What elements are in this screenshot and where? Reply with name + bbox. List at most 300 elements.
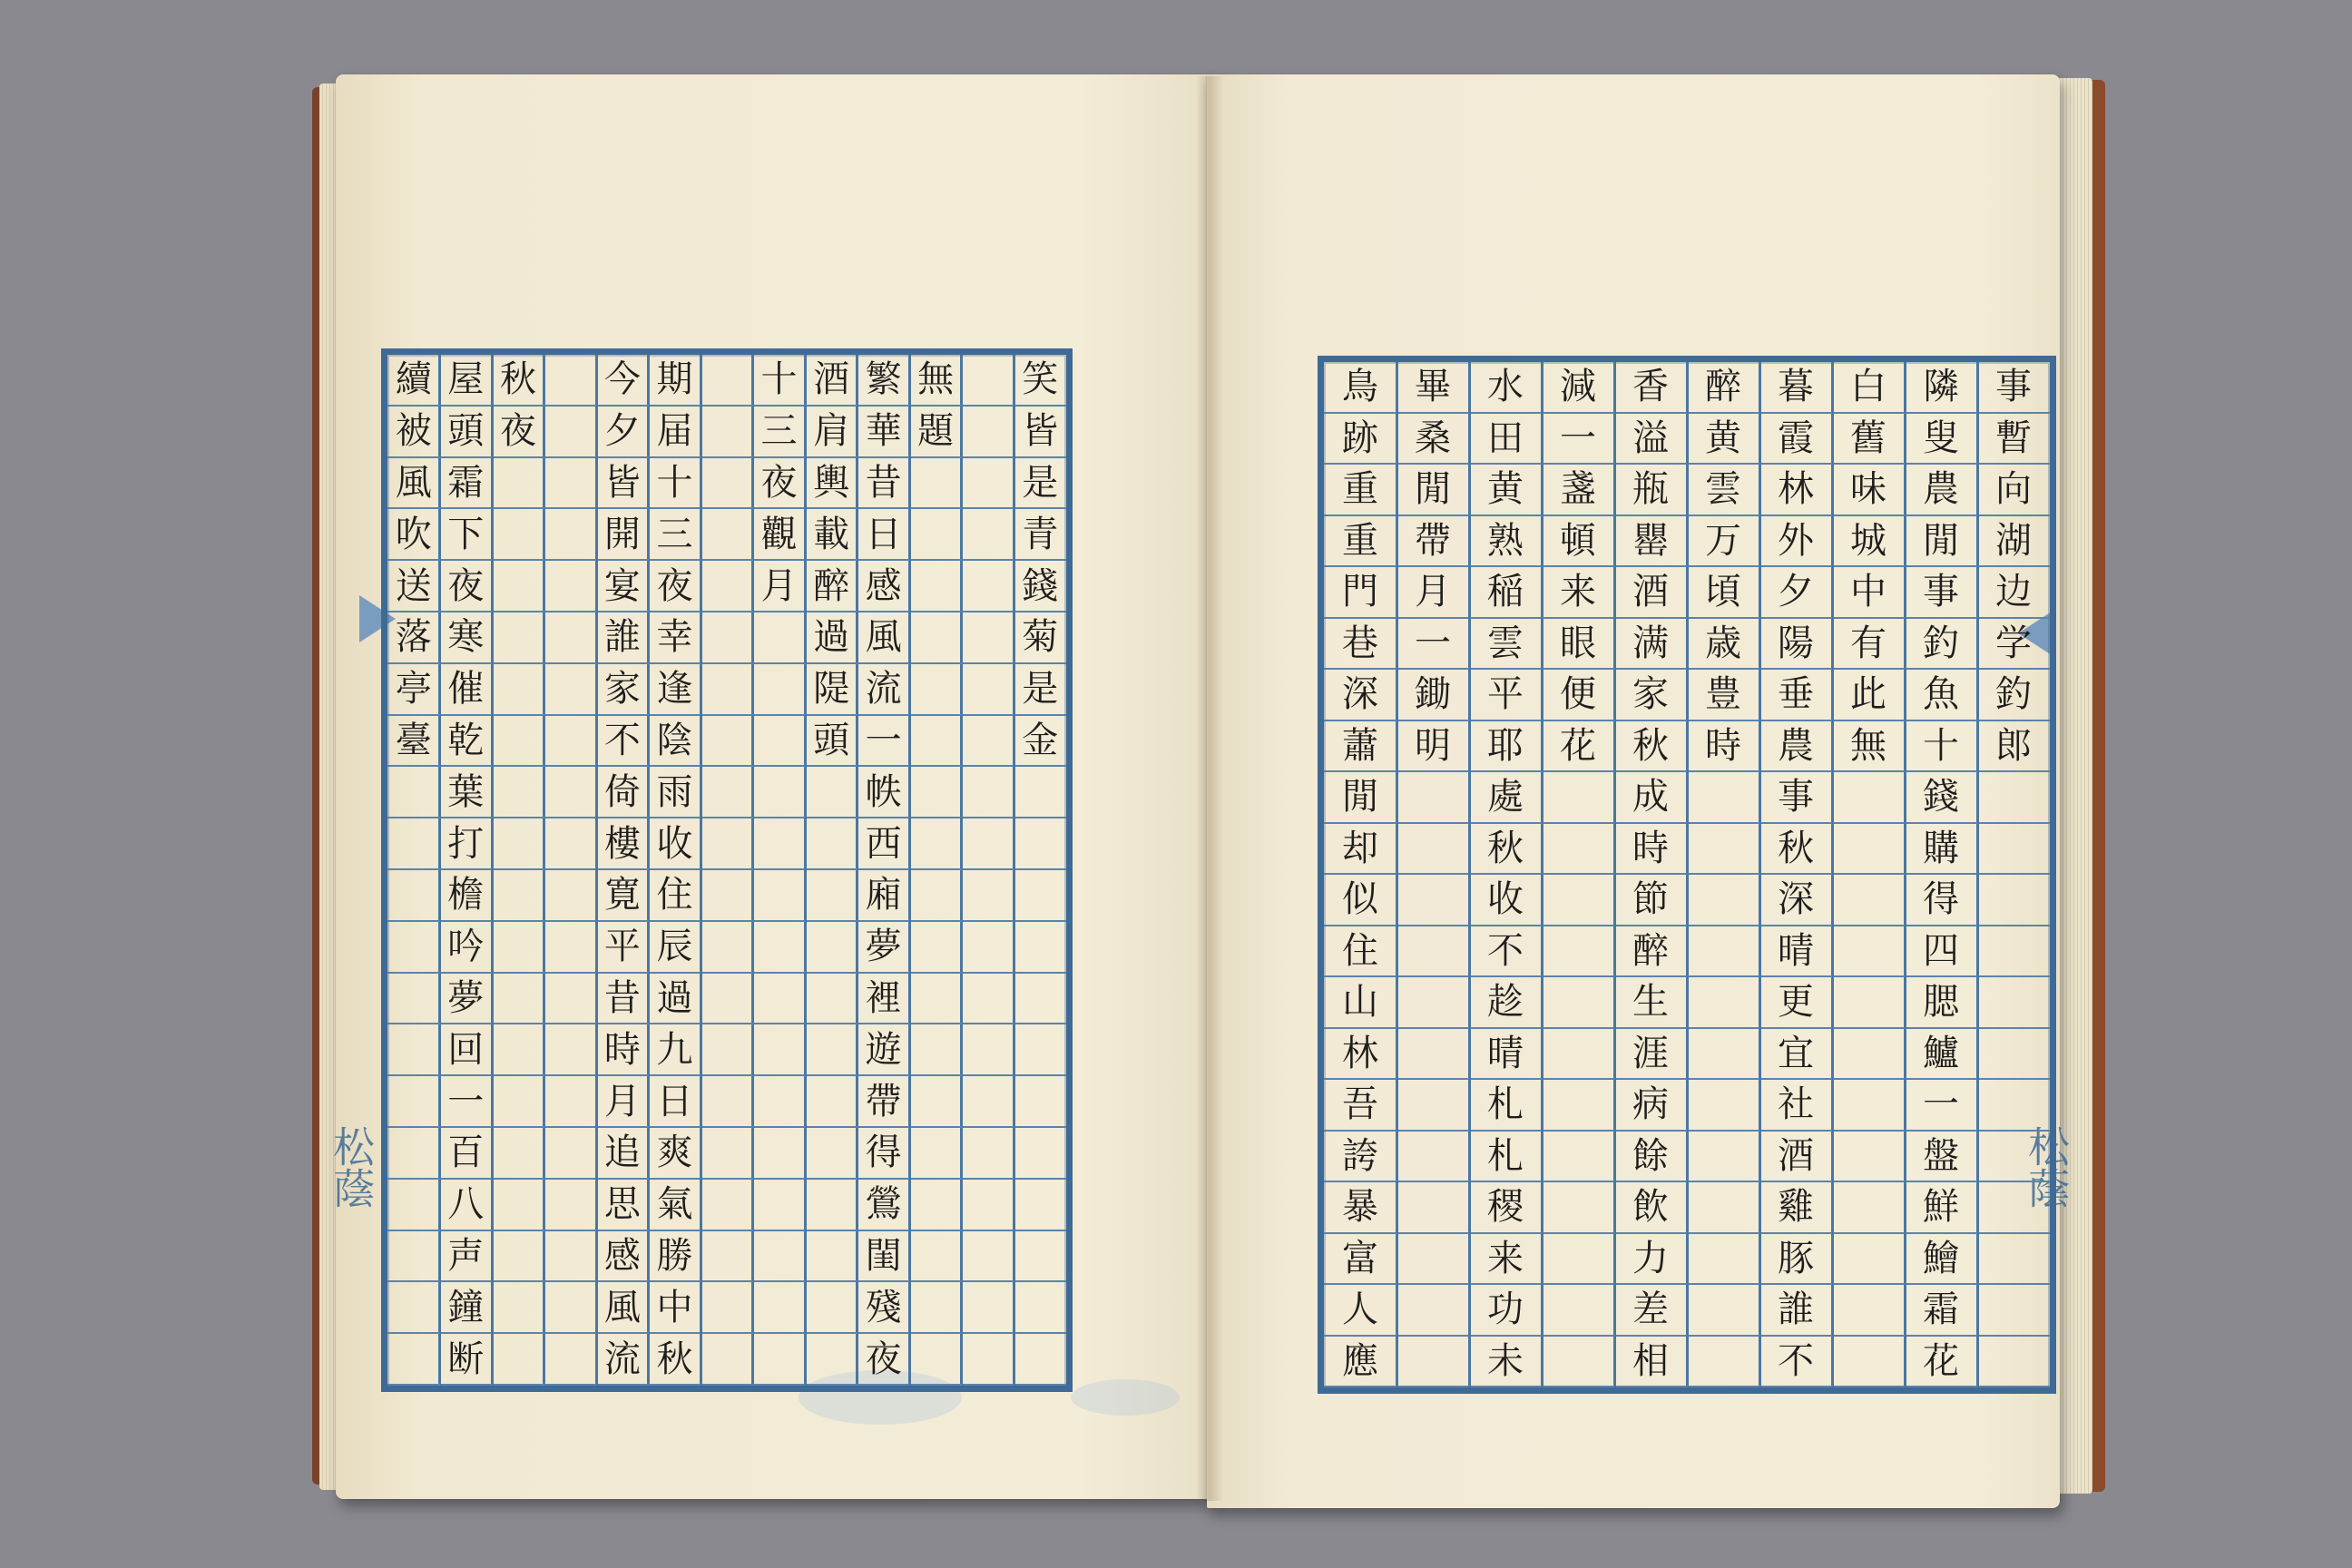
text-cell	[544, 1180, 597, 1231]
text-cell	[962, 1231, 1014, 1283]
text-cell: 功	[1469, 1285, 1542, 1337]
text-cell: 似	[1324, 875, 1396, 926]
text-cell	[962, 1076, 1014, 1128]
text-cell: 鋤	[1396, 670, 1469, 721]
text-cell: 社	[1759, 1080, 1832, 1132]
text-cell	[962, 407, 1014, 458]
text-cell: 一	[440, 1076, 493, 1128]
text-cell: 生	[1614, 977, 1687, 1029]
text-cell	[753, 767, 806, 818]
text-cell	[701, 1128, 753, 1180]
text-cell: 無	[909, 355, 962, 407]
text-cell	[387, 1024, 440, 1076]
text-cell: 瓶	[1614, 465, 1687, 516]
text-cell: 宴	[596, 561, 649, 612]
text-cell: 一	[1396, 619, 1469, 671]
text-cell	[1396, 1029, 1469, 1081]
text-cell	[387, 1231, 440, 1283]
text-cell	[962, 1334, 1014, 1386]
text-cell: 差	[1614, 1285, 1687, 1337]
text-cell: 輿	[805, 458, 858, 510]
text-column	[1977, 362, 2050, 1387]
text-cell	[805, 922, 858, 974]
text-cell	[962, 509, 1014, 561]
text-cell	[805, 1128, 858, 1180]
text-cell: 亭	[387, 664, 440, 716]
text-cell	[1542, 1132, 1614, 1183]
text-cell	[805, 1334, 858, 1386]
text-cell	[1832, 926, 1905, 978]
text-cell	[492, 767, 544, 818]
text-cell: 誇	[1324, 1132, 1396, 1183]
text-cell: 届	[649, 407, 701, 458]
text-cell: 湖	[1977, 516, 2050, 568]
text-column	[649, 355, 701, 1386]
text-cell: 帙	[858, 767, 910, 818]
text-cell	[962, 561, 1014, 612]
text-cell	[1977, 1182, 2050, 1234]
text-cell	[1014, 1334, 1066, 1386]
text-cell	[1542, 772, 1614, 824]
text-cell	[701, 612, 753, 664]
text-cell: 皆	[1014, 407, 1066, 458]
text-cell	[1014, 1076, 1066, 1128]
text-cell	[753, 1180, 806, 1231]
text-cell: 雲	[1469, 619, 1542, 671]
text-cell: 林	[1759, 465, 1832, 516]
text-cell: 打	[440, 818, 493, 870]
text-cell: 時	[1687, 721, 1759, 773]
text-column	[701, 355, 753, 1386]
text-cell	[962, 922, 1014, 974]
text-cell: 田	[1469, 414, 1542, 466]
text-cell	[1396, 926, 1469, 978]
text-cell: 昔	[596, 974, 649, 1025]
text-cell: 頭	[805, 716, 858, 768]
text-cell: 向	[1977, 465, 2050, 516]
text-cell: 催	[440, 664, 493, 716]
text-cell	[805, 1282, 858, 1334]
text-cell	[701, 1231, 753, 1283]
text-cell	[1977, 1132, 2050, 1183]
text-cell	[492, 612, 544, 664]
text-cell: 醉	[1614, 926, 1687, 978]
text-cell: 事	[1759, 772, 1832, 824]
text-cell	[805, 1231, 858, 1283]
text-cell	[544, 716, 597, 768]
text-cell: 逢	[649, 664, 701, 716]
text-cell: 農	[1759, 721, 1832, 773]
text-cell: 人	[1324, 1285, 1396, 1337]
text-cell: 陽	[1759, 619, 1832, 671]
text-cell: 過	[805, 612, 858, 664]
text-cell	[805, 818, 858, 870]
text-cell: 暴	[1324, 1182, 1396, 1234]
text-cell	[387, 1282, 440, 1334]
text-cell: 声	[440, 1231, 493, 1283]
text-cell: 菊	[1014, 612, 1066, 664]
text-column	[1687, 362, 1759, 1387]
text-cell	[492, 1024, 544, 1076]
text-cell	[962, 1282, 1014, 1334]
text-cell	[909, 664, 962, 716]
text-cell	[1542, 926, 1614, 978]
text-cell: 開	[596, 509, 649, 561]
text-cell: 氣	[649, 1180, 701, 1231]
text-cell: 續	[387, 355, 440, 407]
text-cell	[1396, 824, 1469, 876]
text-column	[1324, 362, 1396, 1387]
text-cell	[1542, 1029, 1614, 1081]
text-cell	[701, 664, 753, 716]
text-cell: 收	[649, 818, 701, 870]
text-cell: 錢	[1014, 561, 1066, 612]
text-cell	[909, 509, 962, 561]
text-cell	[909, 974, 962, 1025]
text-cell: 稲	[1469, 567, 1542, 619]
text-cell	[1832, 1285, 1905, 1337]
text-cell: 勝	[649, 1231, 701, 1283]
text-cell	[962, 716, 1014, 768]
text-cell: 盞	[1542, 465, 1614, 516]
text-cell: 頃	[1687, 567, 1759, 619]
text-cell: 事	[1905, 567, 1977, 619]
text-cell: 題	[909, 407, 962, 458]
text-cell: 边	[1977, 567, 2050, 619]
text-cell	[962, 818, 1014, 870]
text-cell: 秋	[492, 355, 544, 407]
text-cell: 寒	[440, 612, 493, 664]
text-cell: 笑	[1014, 355, 1066, 407]
text-cell: 耶	[1469, 721, 1542, 773]
text-cell	[1977, 1337, 2050, 1388]
text-cell: 夢	[440, 974, 493, 1025]
text-cell	[962, 1180, 1014, 1231]
text-cell: 閨	[858, 1231, 910, 1283]
text-cell: 流	[596, 1334, 649, 1386]
text-cell: 雨	[649, 767, 701, 818]
text-cell	[544, 1334, 597, 1386]
text-cell: 裡	[858, 974, 910, 1025]
text-cell: 西	[858, 818, 910, 870]
text-cell: 鐘	[440, 1282, 493, 1334]
text-cell: 感	[596, 1231, 649, 1283]
text-cell	[753, 716, 806, 768]
text-cell: 魚	[1905, 670, 1977, 721]
text-cell	[1014, 1024, 1066, 1076]
text-cell: 送	[387, 561, 440, 612]
text-cell: 黄	[1687, 414, 1759, 466]
text-cell: 平	[1469, 670, 1542, 721]
text-cell: 腮	[1905, 977, 1977, 1029]
text-cell: 風	[387, 458, 440, 510]
text-cell: 無	[1832, 721, 1905, 773]
text-cell: 秋	[1614, 721, 1687, 773]
text-cell	[492, 458, 544, 510]
text-cell	[544, 509, 597, 561]
text-cell	[544, 818, 597, 870]
text-cell: 山	[1324, 977, 1396, 1029]
text-cell	[492, 664, 544, 716]
text-cell: 札	[1469, 1132, 1542, 1183]
text-cell: 載	[805, 509, 858, 561]
text-cell: 郎	[1977, 721, 2050, 773]
text-cell: 思	[596, 1180, 649, 1231]
text-cell: 万	[1687, 516, 1759, 568]
text-cell	[753, 922, 806, 974]
text-cell: 重	[1324, 516, 1396, 568]
text-cell: 城	[1832, 516, 1905, 568]
text-cell: 相	[1614, 1337, 1687, 1388]
text-cell: 回	[440, 1024, 493, 1076]
text-cell	[1014, 974, 1066, 1025]
text-cell	[753, 870, 806, 922]
text-cell: 期	[649, 355, 701, 407]
text-cell	[492, 974, 544, 1025]
text-cell: 醉	[1687, 362, 1759, 414]
text-cell: 鱠	[1905, 1234, 1977, 1286]
text-cell: 是	[1014, 458, 1066, 510]
text-cell	[753, 974, 806, 1025]
text-cell	[909, 1076, 962, 1128]
text-cell	[1977, 875, 2050, 926]
text-cell: 過	[649, 974, 701, 1025]
text-cell	[753, 664, 806, 716]
text-cell: 秋	[649, 1334, 701, 1386]
text-cell: 有	[1832, 619, 1905, 671]
text-cell	[544, 561, 597, 612]
text-cell	[1687, 1285, 1759, 1337]
text-cell	[909, 1128, 962, 1180]
text-cell: 一	[1542, 414, 1614, 466]
text-cell: 隣	[1905, 362, 1977, 414]
text-cell	[492, 1076, 544, 1128]
text-cell	[492, 716, 544, 768]
text-column	[753, 355, 806, 1386]
text-cell	[909, 1282, 962, 1334]
text-cell: 鮮	[1905, 1182, 1977, 1234]
text-cell	[544, 974, 597, 1025]
text-column	[440, 355, 493, 1386]
text-cell: 是	[1014, 664, 1066, 716]
text-cell: 風	[596, 1282, 649, 1334]
text-cell	[1014, 922, 1066, 974]
text-cell	[544, 1076, 597, 1128]
text-cell: 眼	[1542, 619, 1614, 671]
text-cell	[544, 458, 597, 510]
text-cell	[909, 818, 962, 870]
text-cell: 十	[1905, 721, 1977, 773]
text-cell	[1542, 977, 1614, 1029]
text-cell: 帶	[1396, 516, 1469, 568]
text-cell	[701, 458, 753, 510]
text-cell: 青	[1014, 509, 1066, 561]
text-cell	[1542, 1337, 1614, 1388]
text-cell: 雲	[1687, 465, 1759, 516]
text-cell: 陰	[649, 716, 701, 768]
text-cell: 霜	[1905, 1285, 1977, 1337]
text-cell	[909, 767, 962, 818]
text-cell: 住	[1324, 926, 1396, 978]
text-cell: 鶯	[858, 1180, 910, 1231]
text-cell: 處	[1469, 772, 1542, 824]
text-cell: 中	[1832, 567, 1905, 619]
text-cell: 夜	[858, 1334, 910, 1386]
text-cell: 不	[1759, 1337, 1832, 1388]
text-cell: 垂	[1759, 670, 1832, 721]
text-cell	[1396, 1080, 1469, 1132]
text-cell: 熟	[1469, 516, 1542, 568]
text-cell: 昔	[858, 458, 910, 510]
text-column	[962, 355, 1014, 1386]
text-cell: 溢	[1614, 414, 1687, 466]
text-column	[544, 355, 597, 1386]
text-cell	[909, 1334, 962, 1386]
text-cell: 下	[440, 509, 493, 561]
text-cell: 時	[1614, 824, 1687, 876]
text-cell	[805, 974, 858, 1025]
text-cell: 殘	[858, 1282, 910, 1334]
text-cell	[701, 1180, 753, 1231]
text-cell	[805, 1076, 858, 1128]
text-cell: 一	[1905, 1080, 1977, 1132]
text-cell: 重	[1324, 465, 1396, 516]
text-cell: 事	[1977, 362, 2050, 414]
text-cell: 乾	[440, 716, 493, 768]
text-cell: 却	[1324, 824, 1396, 876]
text-cell: 夜	[492, 407, 544, 458]
text-cell: 豊	[1687, 670, 1759, 721]
text-cell: 月	[753, 561, 806, 612]
text-cell	[805, 767, 858, 818]
text-cell: 辰	[649, 922, 701, 974]
text-cell	[1687, 926, 1759, 978]
text-cell: 幸	[649, 612, 701, 664]
text-cell	[1396, 1285, 1469, 1337]
text-cell: 暫	[1977, 414, 2050, 466]
text-cell	[1832, 772, 1905, 824]
text-cell: 巷	[1324, 619, 1396, 671]
text-cell	[544, 870, 597, 922]
text-cell: 深	[1759, 875, 1832, 926]
text-cell: 月	[1396, 567, 1469, 619]
text-cell: 購	[1905, 824, 1977, 876]
text-cell	[962, 767, 1014, 818]
text-cell	[1687, 1080, 1759, 1132]
text-cell: 酒	[1759, 1132, 1832, 1183]
text-cell: 蕭	[1324, 721, 1396, 773]
text-cell: 廂	[858, 870, 910, 922]
text-cell	[909, 716, 962, 768]
text-cell: 遊	[858, 1024, 910, 1076]
text-cell	[1977, 1234, 2050, 1286]
text-cell	[1542, 1285, 1614, 1337]
text-cell	[1396, 1132, 1469, 1183]
text-cell: 盤	[1905, 1132, 1977, 1183]
text-cell	[1542, 824, 1614, 876]
text-cell	[701, 716, 753, 768]
text-cell: 鳥	[1324, 362, 1396, 414]
text-cell: 三	[753, 407, 806, 458]
text-cell: 黄	[1469, 465, 1542, 516]
text-cell: 觀	[753, 509, 806, 561]
text-cell	[492, 561, 544, 612]
text-cell: 臺	[387, 716, 440, 768]
text-cell: 寛	[596, 870, 649, 922]
text-cell: 被	[387, 407, 440, 458]
text-cell: 肩	[805, 407, 858, 458]
text-cell	[492, 1282, 544, 1334]
text-cell: 秋	[1469, 824, 1542, 876]
text-cell: 十	[649, 458, 701, 510]
text-cell	[1542, 1182, 1614, 1234]
text-cell: 豚	[1759, 1234, 1832, 1286]
text-cell: 更	[1759, 977, 1832, 1029]
text-cell	[909, 1231, 962, 1283]
text-cell	[387, 974, 440, 1025]
text-cell: 帶	[858, 1076, 910, 1128]
text-cell	[387, 1076, 440, 1128]
text-cell	[1014, 767, 1066, 818]
text-cell	[909, 612, 962, 664]
text-cell: 吾	[1324, 1080, 1396, 1132]
text-cell: 頓	[1542, 516, 1614, 568]
text-cell: 满	[1614, 619, 1687, 671]
text-cell	[1014, 1180, 1066, 1231]
text-cell: 深	[1324, 670, 1396, 721]
text-cell: 閒	[1905, 516, 1977, 568]
text-cell: 味	[1832, 465, 1905, 516]
text-cell: 晴	[1469, 1029, 1542, 1081]
text-cell: 三	[649, 509, 701, 561]
text-cell: 倚	[596, 767, 649, 818]
text-cell	[701, 407, 753, 458]
text-cell: 流	[858, 664, 910, 716]
text-cell: 醉	[805, 561, 858, 612]
text-cell	[909, 1024, 962, 1076]
text-cell	[753, 1024, 806, 1076]
text-cell: 時	[596, 1024, 649, 1076]
text-cell	[544, 767, 597, 818]
text-cell: 隄	[805, 664, 858, 716]
text-cell	[962, 1024, 1014, 1076]
text-cell: 涯	[1614, 1029, 1687, 1081]
text-cell: 夕	[596, 407, 649, 458]
text-cell: 平	[596, 922, 649, 974]
text-cell	[1977, 1080, 2050, 1132]
text-cell	[387, 818, 440, 870]
text-cell	[544, 1282, 597, 1334]
text-cell: 夜	[440, 561, 493, 612]
text-cell: 減	[1542, 362, 1614, 414]
text-cell: 秋	[1759, 824, 1832, 876]
text-cell: 桑	[1396, 414, 1469, 466]
text-cell	[1396, 1182, 1469, 1234]
text-cell	[544, 1128, 597, 1180]
text-cell: 水	[1469, 362, 1542, 414]
spine-title-right: 松蔭	[2022, 1125, 2071, 1209]
text-cell: 吟	[440, 922, 493, 974]
text-cell: 家	[1614, 670, 1687, 721]
text-cell: 華	[858, 407, 910, 458]
text-cell: 感	[858, 561, 910, 612]
text-cell	[492, 1334, 544, 1386]
text-cell	[1542, 1234, 1614, 1286]
text-cell: 香	[1614, 362, 1687, 414]
text-cell	[544, 1231, 597, 1283]
text-cell: 得	[858, 1128, 910, 1180]
text-cell	[1687, 824, 1759, 876]
